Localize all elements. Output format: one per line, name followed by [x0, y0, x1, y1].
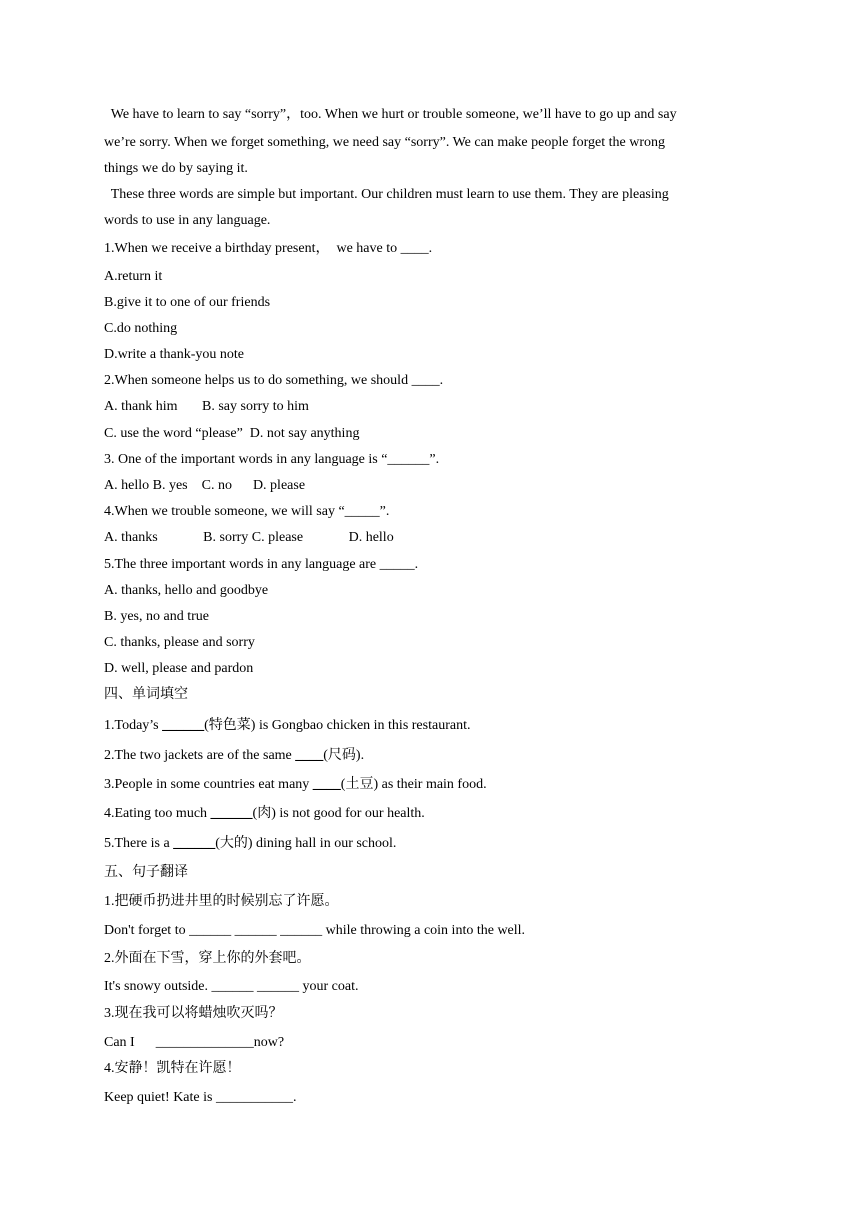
item-text: (尺码).	[323, 748, 365, 763]
translation-prompt: 4.安静！凯特在许愿！	[104, 1061, 241, 1076]
answer-option: A. thanks B. sorry C. please D. hello	[104, 530, 394, 545]
answer-option: B. yes, no and true	[104, 609, 209, 624]
answer-option: C. thanks, please and sorry	[104, 635, 255, 650]
answer-option: A. thank him B. say sorry to him	[104, 399, 309, 414]
item-text: (土豆) as their main food.	[340, 777, 487, 792]
answer-option: A. thanks, hello and goodbye	[104, 583, 269, 598]
item-text: 2.The two jackets are of the same	[104, 748, 296, 763]
passage-line: These three words are simple but important. Our children must learn to use them. They are pleasing	[104, 187, 669, 202]
item-text: 4.Eating too much	[104, 806, 211, 821]
passage-line: words to use in any language.	[104, 213, 271, 228]
question-stem: 3. One of the important words in any language is “______”.	[104, 452, 440, 467]
blank: ______	[210, 806, 253, 821]
question-stem: 2.When someone helps us to do something, we should ____.	[104, 373, 444, 388]
item-text: (肉) is not good for our health.	[252, 806, 425, 821]
fill-blank-item	[104, 776, 487, 794]
answer-option: A. hello B. yes C. no D. please	[104, 478, 306, 493]
translation-answer: Don't forget to ______ ______ ______ while throwing a coin into the well.	[104, 923, 526, 938]
question-stem: 1.When we receive a birthday present， we have to ____.	[104, 241, 433, 256]
item-text: 3.People in some countries eat many	[104, 777, 313, 792]
answer-option: C. use the word “please” D. not say anything	[104, 426, 360, 441]
section-title: 五、句子翻译	[104, 865, 188, 880]
section-title: 四、单词填空	[104, 687, 188, 702]
blank: ____	[295, 748, 324, 763]
blank: ______	[162, 718, 205, 733]
fill-blank-item	[104, 747, 364, 765]
item-text: (大的) dining hall in our school.	[215, 836, 397, 851]
translation-prompt: 3.现在我可以将蜡烛吹灭吗？	[104, 1006, 283, 1021]
item-text: 1.Today’s	[104, 718, 163, 733]
passage-line: we’re sorry. When we forget something, we need say “sorry”. We can make people forget the wrong	[104, 135, 666, 150]
fill-blank-item	[104, 717, 470, 735]
answer-option: A.return it	[104, 269, 163, 284]
item-text: 5.There is a	[104, 836, 174, 851]
translation-answer: Can I ______________now?	[104, 1035, 285, 1050]
blank: ______	[173, 836, 216, 851]
answer-option: B.give it to one of our friends	[104, 295, 271, 310]
passage-line: We have to learn to say “sorry”，too. When we hurt or trouble someone, we’ll have to go up and say	[104, 107, 677, 122]
translation-prompt: 2.外面在下雪，穿上你的外套吧。	[104, 951, 311, 966]
answer-option: D.write a thank-you note	[104, 347, 244, 362]
answer-option: C.do nothing	[104, 321, 178, 336]
translation-answer: It's snowy outside. ______ ______ your coat.	[104, 979, 359, 994]
translation-answer: Keep quiet! Kate is ___________.	[104, 1090, 297, 1105]
blank: ____	[312, 777, 341, 792]
translation-prompt: 1.把硬币扔进井里的时候别忘了许愿。	[104, 894, 339, 909]
item-text: (特色菜) is Gongbao chicken in this restaurant.	[204, 718, 471, 733]
fill-blank-item	[104, 805, 425, 823]
passage-line: things we do by saying it.	[104, 161, 248, 176]
question-stem: 4.When we trouble someone, we will say “_____”.	[104, 504, 390, 519]
answer-option: D. well, please and pardon	[104, 661, 254, 676]
question-stem: 5.The three important words in any language are _____.	[104, 557, 419, 572]
fill-blank-item	[104, 835, 396, 853]
